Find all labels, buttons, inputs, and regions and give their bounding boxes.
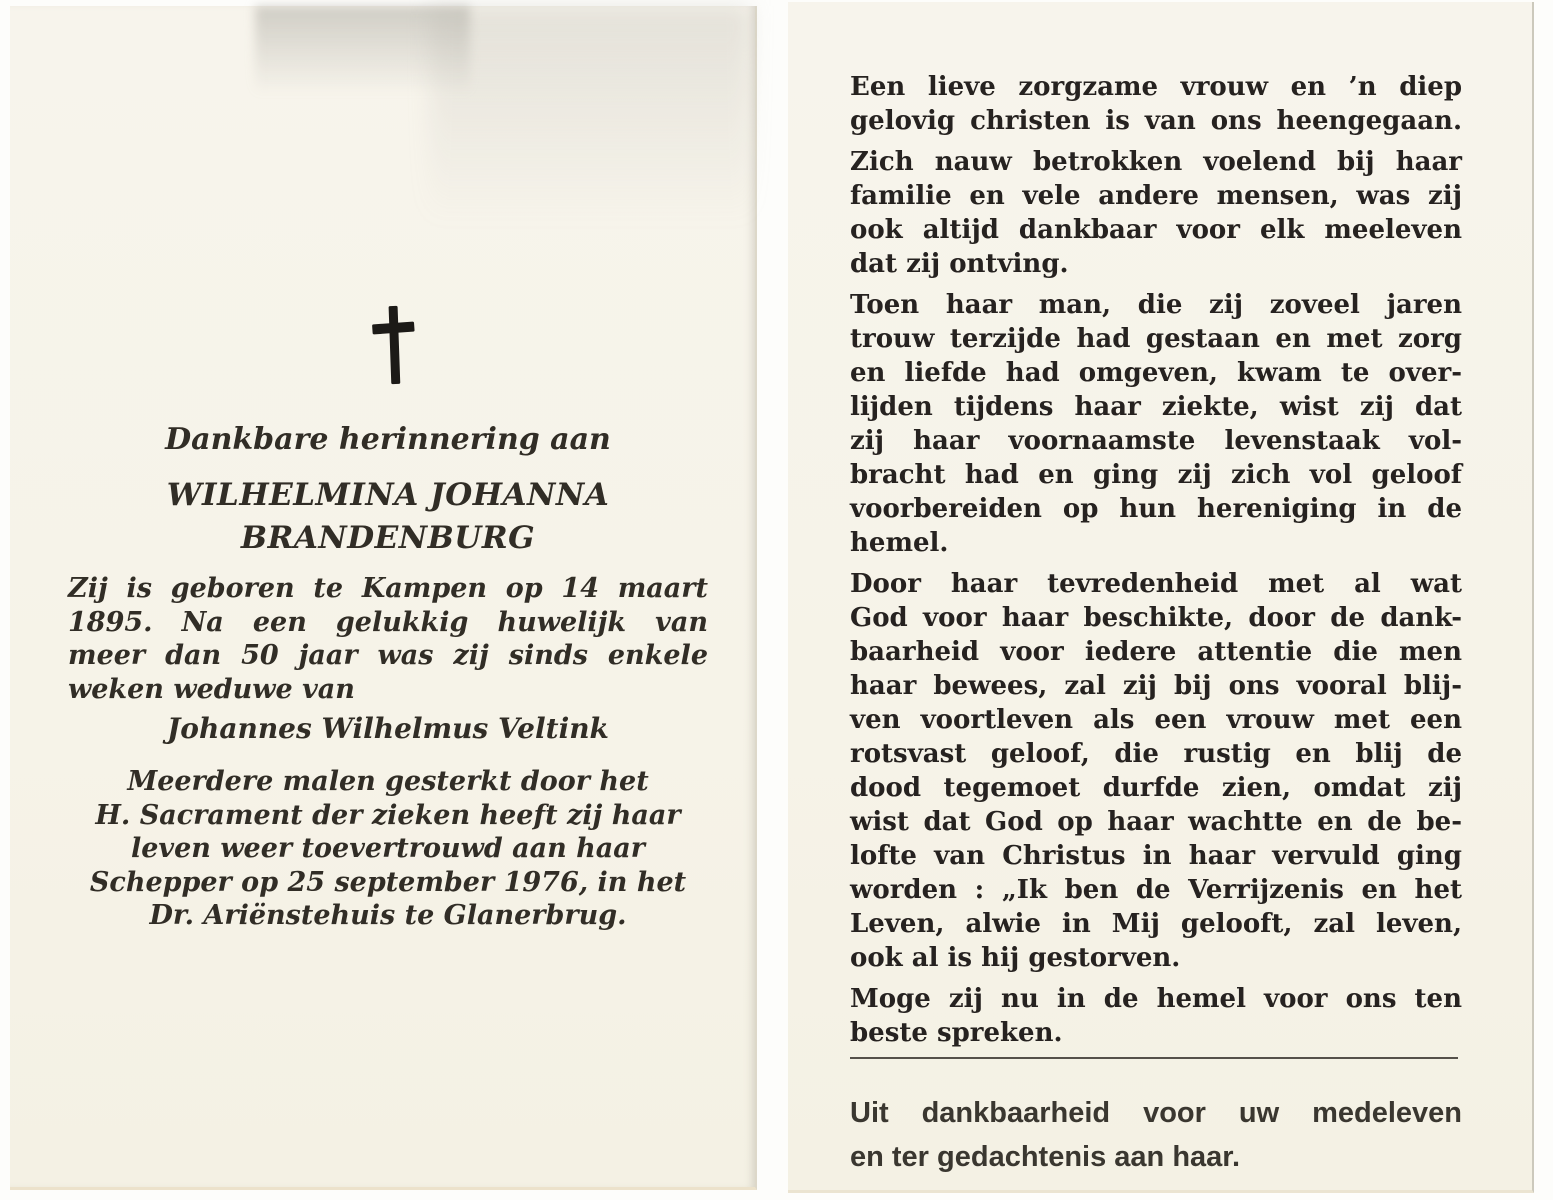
text-line: Toen haar man, die zij zoveel jaren [850, 290, 1462, 320]
text-line: lofte van Christus in haar vervuld ging [850, 841, 1462, 871]
text-line: Een lieve zorgzame vrouw en ’n diep [850, 72, 1462, 102]
deceased-name-line: BRANDENBURG [240, 520, 536, 556]
memorial-card-left-page [10, 6, 757, 1190]
text-line: Dr. Ariënstehuis te Glanerbrug. [149, 900, 627, 931]
body-paragraph-1 [850, 70, 1462, 138]
memorial-heading: Dankbare herinnering aan [165, 422, 611, 457]
text-line: Leven, alwie in Mij gelooft, zal leven, [850, 909, 1462, 939]
text-line: Door haar tevredenheid met al wat [850, 569, 1462, 599]
text-line: hemel. [850, 528, 949, 558]
text-line: trouw terzijde had gestaan en met zorg [850, 324, 1462, 354]
husband-name: Johannes Wilhelmus Veltink [167, 712, 609, 745]
text-line: voorbereiden op hun hereniging in de [850, 494, 1462, 524]
body-paragraph-3 [850, 288, 1462, 560]
text-line: ook altijd dankbaar voor elk meeleven [850, 215, 1462, 245]
text-line: familie en vele andere mensen, was zij [850, 181, 1462, 211]
birth-paragraph [68, 572, 708, 706]
text-line: baarheid voor iedere attentie die men [850, 637, 1462, 667]
body-paragraph-2 [850, 145, 1462, 281]
text-line: meer dan 50 jaar was zij sinds enkele [68, 640, 708, 671]
text-line: en ter gedachtenis aan haar. [850, 1141, 1241, 1173]
text-line: bracht had en ging zij zich vol geloof [850, 460, 1462, 490]
text-line: wist dat God op haar wachtte en de be- [850, 807, 1462, 837]
text-line: en liefde had omgeven, kwam te over- [850, 358, 1462, 388]
text-line: beste spreken. [850, 1018, 1063, 1048]
text-line: Schepper op 25 september 1976, in het [89, 866, 687, 898]
body-paragraph-5 [850, 982, 1462, 1050]
text-line: weken weduwe van [68, 673, 355, 705]
text-line: lijden tijdens haar ziekte, wist zij dat [850, 392, 1462, 422]
divider-rule [850, 1057, 1458, 1059]
memorial-card-right-page [788, 2, 1534, 1193]
text-line: H. Sacrament der zieken heeft zij haar [95, 799, 681, 831]
text-line: Zich nauw betrokken voelend bij haar [850, 147, 1462, 177]
text-line: zij haar voornaamste levenstaak vol- [850, 426, 1462, 456]
text-line: dood tegemoet durfde zien, omdat zij [850, 773, 1462, 803]
text-line: haar bewees, zal zij bij ons vooral blij- [850, 671, 1462, 701]
scan-shadow [255, 6, 470, 94]
text-line: God voor haar beschikte, door de dank- [850, 603, 1462, 633]
text-line: ook al is hij gestorven. [850, 943, 1181, 973]
body-paragraph-4 [850, 567, 1462, 975]
text-line: Meerdere malen gesterkt door het [127, 766, 649, 797]
left-page-text-column [68, 420, 708, 933]
text-line: worden : „Ik ben de Verrijzenis en het [850, 875, 1462, 905]
text-line: Moge zij nu in de hemel voor ons ten [850, 984, 1462, 1014]
text-line: leven weer toevertrouwd aan haar [130, 833, 646, 864]
right-page-text-column [850, 70, 1462, 1179]
text-line: rotsvast geloof, die rustig en blij de [850, 739, 1462, 769]
cross-icon [370, 303, 419, 391]
text-line: Uit dankbaarheid voor uw medeleven [850, 1097, 1462, 1129]
sacrament-paragraph [68, 765, 708, 933]
text-line: gelovig christen is van ons heengegaan. [850, 106, 1462, 136]
text-line: 1895. Na een gelukkig huwelijk van [68, 606, 708, 638]
text-line: dat zij ontving. [850, 249, 1069, 279]
deceased-name-line: WILHELMINA JOHANNA [166, 477, 610, 513]
text-line: ven voortleven als een vrouw met een [850, 705, 1462, 735]
text-line: Zij is geboren te Kampen op 14 maart [68, 573, 708, 604]
closing-note [850, 1091, 1462, 1179]
scan-shadow-faint [430, 6, 750, 221]
deceased-name [68, 474, 708, 560]
